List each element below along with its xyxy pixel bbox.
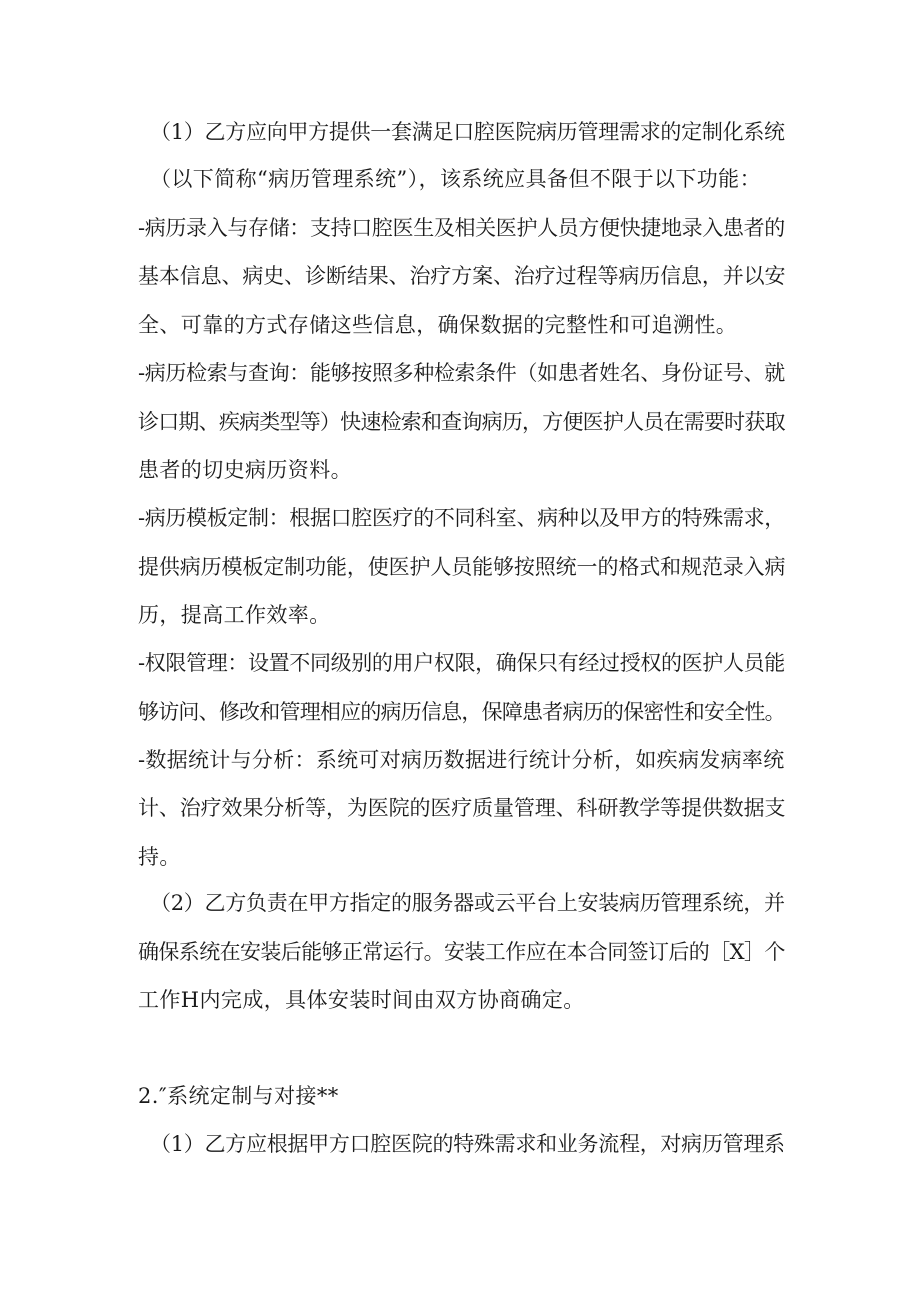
paragraph-line: 持。 [138, 845, 181, 869]
paragraph-line: 全、可靠的方式存储这些信息，确保数据的完整性和可追溯性。 [138, 313, 738, 337]
paragraph-line: -病历模板定制：根据口腔医疗的不同科室、病种以及甲方的特殊需求， [138, 506, 785, 530]
paragraph-line: 历，提高工作效率。 [138, 603, 331, 627]
paragraph-line: -数据统计与分析：系统可对病历数据进行统计分析，如疾病发病率统 [138, 748, 785, 772]
paragraph-line: 工作H内完成，具体安装时间由双方协商确定。 [138, 988, 585, 1012]
paragraph-line: （2）乙方负责在甲方指定的服务器或云平台上安装病历管理系统，并 [150, 891, 785, 915]
paragraph-line: 够访问、修改和管理相应的病历信息，保障患者病历的保密性和安全性。 [138, 700, 785, 724]
paragraph-line: -病历录入与存储：支持口腔医生及相关医护人员方便快捷地录入患者的 [138, 216, 785, 240]
paragraph-line: -权限管理：设置不同级别的用户权限，确保只有经过授权的医护人员能 [138, 651, 785, 675]
paragraph-line: 确保系统在安装后能够正常运行。安装工作应在本合同签订后的［X］个 [138, 940, 785, 964]
section-heading: 2.″系统定制与对接** [138, 1084, 339, 1108]
paragraph-line: （1）乙方应向甲方提供一套满足口腔医院病历管理需求的定制化系统 [150, 120, 785, 144]
paragraph-line: -病历检索与查询：能够按照多种检索条件（如患者姓名、身份证号、就 [138, 361, 785, 385]
paragraph-line: 患者的切史病历资料。 [138, 458, 352, 482]
paragraph-line: 基本信息、病史、诊断结果、治疗方案、治疗过程等病历信息，并以安 [138, 264, 786, 288]
paragraph-line: 提供病历模板定制功能，使医护人员能够按照统一的格式和规范录入病 [138, 555, 786, 579]
paragraph-line: 诊口期、疾病类型等）快速检索和查询病历，方便医护人员在需要时获取 [138, 410, 785, 434]
paragraph-line: （以下简称“病历管理系统”），该系统应具备但不限于以下功能： [150, 167, 761, 191]
paragraph-line: （1）乙方应根据甲方口腔医院的特殊需求和业务流程，对病历管理系 [150, 1132, 785, 1156]
paragraph-line: 计、治疗效果分析等，为医院的医疗质量管理、科研教学等提供数据支 [138, 796, 786, 820]
